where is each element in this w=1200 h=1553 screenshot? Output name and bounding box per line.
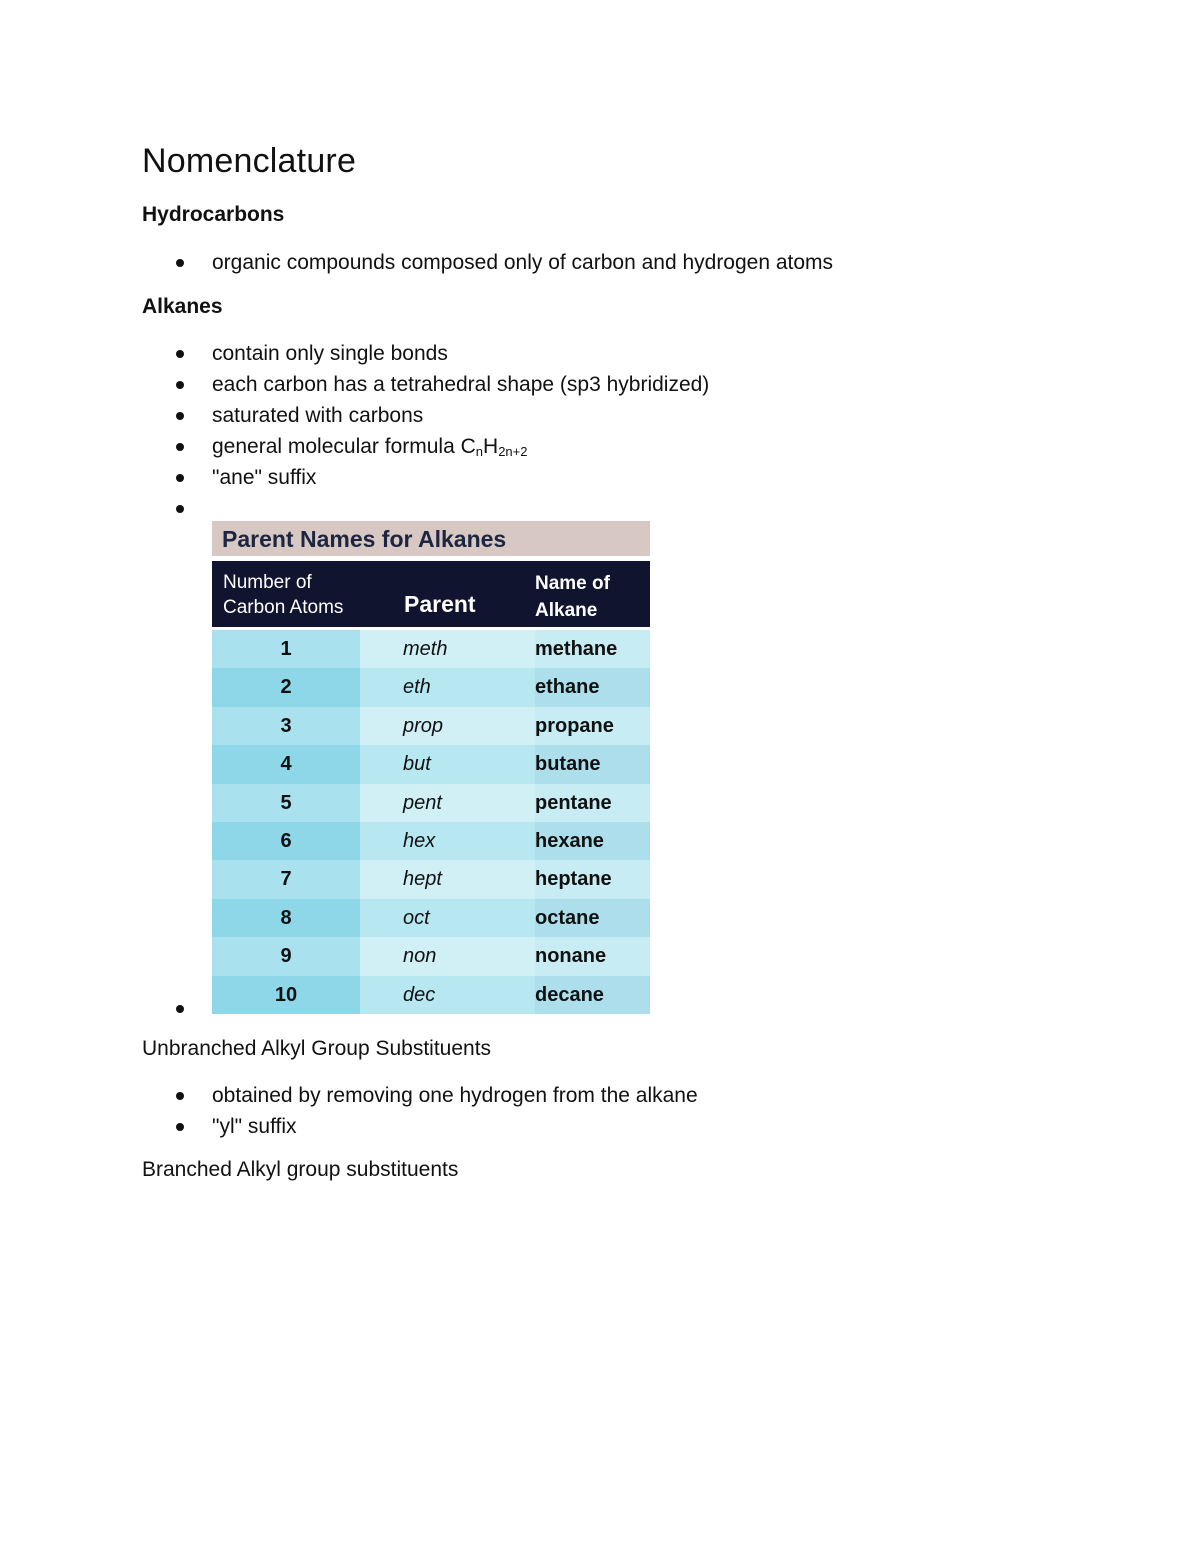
list-item — [142, 993, 212, 1024]
table-row: 2 eth ethane — [212, 668, 650, 706]
bullet-icon — [176, 412, 184, 420]
bullet-icon — [176, 381, 184, 389]
bullet-icon — [176, 350, 184, 358]
list-item: each carbon has a tetrahedral shape (sp3 hybridized) — [142, 369, 709, 400]
table-row: 5 pent pentane — [212, 784, 650, 822]
header-parent: Parent — [404, 591, 476, 617]
table-row: 8 oct octane — [212, 899, 650, 937]
list-item: "yl" suffix — [142, 1111, 698, 1142]
unbranched-heading: Unbranched Alkyl Group Substituents — [142, 1037, 492, 1060]
table-caption: Parent Names for Alkanes — [212, 521, 650, 556]
alkanes-list — [142, 338, 709, 524]
bullet-icon — [176, 1123, 184, 1131]
table-row: 3 prop propane — [212, 707, 650, 745]
header-alkane-name: Name of Alkane — [535, 573, 610, 621]
hydrocarbons-heading: Hydrocarbons — [142, 203, 285, 226]
bullet-icon — [176, 1005, 184, 1013]
unbranched-list — [142, 1080, 698, 1142]
alkane-names-table — [212, 521, 650, 1014]
bullet-icon — [176, 505, 184, 513]
alkanes-heading: Alkanes — [142, 295, 223, 318]
table-body — [212, 630, 650, 1014]
list-item — [142, 493, 709, 524]
bullet-icon — [176, 443, 184, 451]
branched-heading: Branched Alkyl group substituents — [142, 1158, 459, 1181]
list-item: contain only single bonds — [142, 338, 709, 369]
page-title: Nomenclature — [142, 142, 357, 180]
table-row: 6 hex hexane — [212, 822, 650, 860]
list-item: organic compounds composed only of carbon and hydrogen atoms — [142, 247, 833, 278]
header-carbon-atoms: Number of Carbon Atoms — [223, 572, 344, 618]
bullet-icon — [176, 259, 184, 267]
bullet-icon — [176, 1092, 184, 1100]
hydrocarbons-list — [142, 247, 833, 278]
list-item: obtained by removing one hydrogen from the alkane — [142, 1080, 698, 1111]
table-row: 10 dec decane — [212, 976, 650, 1014]
table-header — [212, 561, 650, 627]
table-row: 9 non nonane — [212, 937, 650, 975]
bullet-icon — [176, 474, 184, 482]
table-row: 7 hept heptane — [212, 860, 650, 898]
list-item: "ane" suffix — [142, 462, 709, 493]
table-bullet-list — [142, 993, 212, 1024]
table-row: 4 but butane — [212, 745, 650, 783]
table-row: 1 meth methane — [212, 630, 650, 668]
list-item: saturated with carbons — [142, 400, 709, 431]
formula-item: general molecular formula $C_nH_{2n+2}$ — [142, 431, 709, 462]
